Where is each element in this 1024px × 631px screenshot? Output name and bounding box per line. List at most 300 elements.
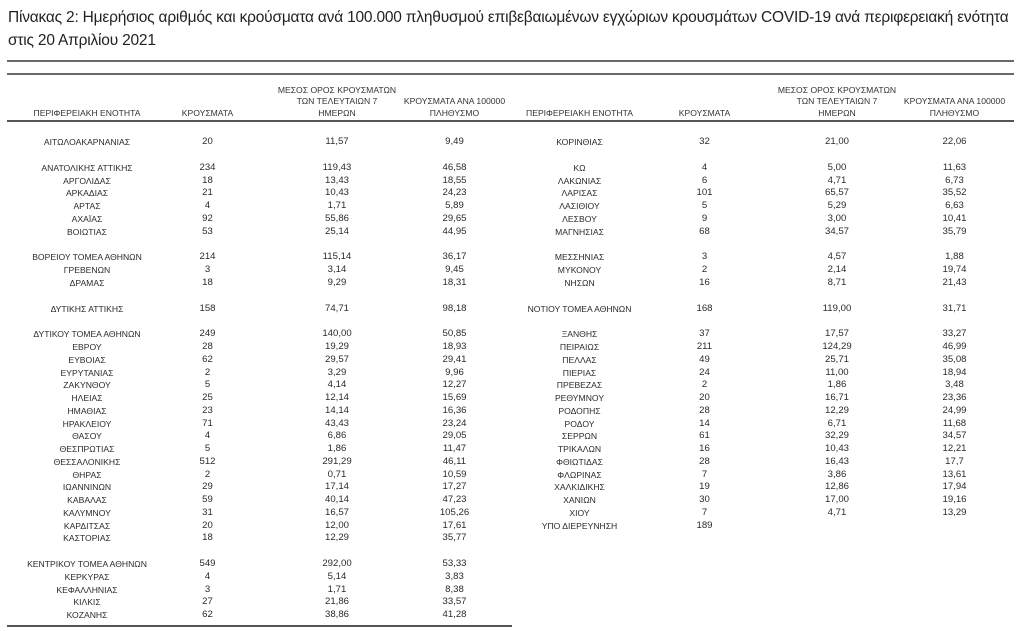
left-table-body bbox=[7, 136, 512, 622]
region-cell: ΕΥΡΥΤΑΝΙΑΣ bbox=[60, 367, 114, 378]
table-row bbox=[512, 226, 1014, 239]
region-cell: ΑΝΑΤΟΛΙΚΗΣ ΑΤΤΙΚΗΣ bbox=[41, 162, 133, 173]
avg7-cell: 21,86 bbox=[324, 596, 349, 608]
avg7-cell: 3,00 bbox=[827, 212, 847, 224]
header-per100k bbox=[897, 96, 1012, 119]
avg7-cell: 17,14 bbox=[324, 481, 349, 493]
table-row bbox=[7, 226, 512, 239]
per100k-cell: 34,57 bbox=[942, 430, 967, 442]
table-row bbox=[7, 328, 512, 341]
per100k-cell: 17,61 bbox=[442, 519, 467, 531]
table-row bbox=[7, 175, 512, 188]
per100k-cell: 8,38 bbox=[445, 583, 464, 595]
avg7-cell: 11,00 bbox=[825, 366, 849, 378]
per100k-cell: 23,24 bbox=[442, 417, 467, 429]
region-cell: ΑΙΤΩΛΟΑΚΑΡΝΑΝΙΑΣ bbox=[43, 137, 131, 147]
per100k-cell: 12,27 bbox=[442, 379, 467, 391]
region-cell: ΘΕΣΠΡΩΤΙΑΣ bbox=[59, 444, 115, 454]
cases-cell: 211 bbox=[696, 341, 713, 352]
region-cell: ΛΑΣΙΘΙΟΥ bbox=[559, 201, 600, 211]
per100k-cell: 11,68 bbox=[942, 417, 967, 429]
table-row bbox=[512, 162, 1014, 175]
cases-cell: 19 bbox=[699, 481, 710, 493]
avg7-cell: 4,71 bbox=[827, 506, 847, 518]
table-row bbox=[512, 200, 1014, 213]
table-title: Πίνακας 2: Ημερήσιος αριθμός και κρούσματα ανά 100.000 πληθυσμού επιβεβαιωμένων εγχώριων κρουσμάτων COVID-19 ανά περιφερειακή ενότητα στις 20 Απριλίου 2021 bbox=[8, 9, 1009, 49]
cases-cell: 4 bbox=[204, 430, 211, 442]
region-cell: ΚΑΛΥΜΝΟΥ bbox=[63, 507, 111, 518]
table-row bbox=[512, 481, 1014, 494]
cases-cell: 59 bbox=[202, 494, 213, 505]
region-cell: ΝΗΣΩΝ bbox=[564, 277, 595, 288]
cases-cell: 189 bbox=[696, 519, 713, 531]
cases-cell: 28 bbox=[699, 404, 710, 416]
avg7-cell: 19,29 bbox=[324, 341, 349, 352]
avg7-cell: 29,57 bbox=[324, 353, 349, 365]
avg7-cell: 21,00 bbox=[824, 136, 849, 147]
table-row bbox=[7, 251, 512, 264]
region-cell: ΥΠΟ ΔΙΕΡΕΥΝΗΣΗ bbox=[541, 520, 618, 531]
region-cell: ΑΧΑΪΑΣ bbox=[71, 213, 103, 224]
per100k-cell: 16,36 bbox=[442, 404, 467, 416]
region-cell: ΑΡΤΑΣ bbox=[73, 201, 101, 211]
avg7-cell: 6,71 bbox=[827, 417, 847, 429]
per100k-cell: 3,48 bbox=[945, 379, 964, 391]
table-row bbox=[7, 520, 512, 533]
per100k-cell: 19,74 bbox=[942, 264, 967, 275]
avg7-cell: 25,14 bbox=[324, 225, 349, 237]
region-cell: ΦΛΩΡΙΝΑΣ bbox=[557, 469, 602, 480]
avg7-cell: 124,29 bbox=[822, 341, 852, 352]
header-per100k-line2: ΠΛΗΘΥΣΜΟ bbox=[429, 107, 480, 118]
per100k-cell: 50,85 bbox=[442, 328, 467, 340]
cases-cell: 21 bbox=[202, 187, 213, 199]
table-row bbox=[7, 596, 512, 609]
table-row bbox=[512, 277, 1014, 290]
region-cell: ΚΟΖΑΝΗΣ bbox=[66, 610, 108, 620]
per100k-cell: 35,77 bbox=[442, 532, 467, 544]
region-cell: ΣΕΡΡΩΝ bbox=[561, 431, 598, 442]
avg7-cell: 1,71 bbox=[327, 200, 347, 211]
per100k-cell: 35,52 bbox=[942, 187, 967, 199]
header-avg7-line1: ΜΕΣΟΣ ΟΡΟΣ ΚΡΟΥΣΜΑΤΩΝ bbox=[777, 84, 897, 95]
per100k-cell: 36,17 bbox=[442, 251, 467, 263]
region-cell: ΚΑΣΤΟΡΙΑΣ bbox=[63, 533, 111, 544]
cases-cell: 18 bbox=[202, 532, 213, 544]
per100k-cell: 17,27 bbox=[442, 481, 467, 493]
per100k-cell: 13,29 bbox=[942, 506, 967, 518]
per100k-cell: 21,43 bbox=[942, 276, 967, 288]
region-cell: ΚΕΦΑΛΛΗΝΙΑΣ bbox=[56, 584, 118, 595]
per100k-cell: 10,59 bbox=[442, 468, 467, 480]
region-cell: ΑΡΓΟΛΙΔΑΣ bbox=[63, 175, 111, 186]
header-avg7-line1: ΜΕΣΟΣ ΟΡΟΣ ΚΡΟΥΣΜΑΤΩΝ bbox=[277, 84, 397, 95]
table-row bbox=[7, 303, 512, 316]
cases-cell: 92 bbox=[202, 212, 213, 224]
avg7-cell: 1,71 bbox=[327, 583, 347, 595]
header-cases: ΚΡΟΥΣΜΑΤΑ bbox=[678, 107, 731, 118]
table-row bbox=[7, 162, 512, 175]
region-cell: ΛΕΣΒΟΥ bbox=[562, 213, 597, 224]
per100k-cell: 11,63 bbox=[942, 161, 967, 173]
header-per100k-line1: ΚΡΟΥΣΜΑΤΑ ΑΝΑ 100000 bbox=[903, 96, 1006, 106]
region-cell: ΗΛΕΙΑΣ bbox=[71, 393, 103, 403]
left-table-header bbox=[7, 82, 512, 122]
cases-cell: 27 bbox=[202, 596, 213, 608]
region-cell: ΠΕΙΡΑΙΩΣ bbox=[559, 342, 600, 352]
header-avg7-line2: ΤΩΝ ΤΕΛΕΥΤΑΙΩΝ 7 bbox=[296, 96, 378, 106]
avg7-cell: 3,14 bbox=[327, 264, 347, 275]
cases-cell: 29 bbox=[202, 481, 213, 493]
cases-cell: 18 bbox=[202, 174, 213, 186]
table-row bbox=[512, 303, 1014, 316]
cases-cell: 23 bbox=[202, 404, 213, 416]
table-row bbox=[7, 277, 512, 290]
per100k-cell: 6,63 bbox=[945, 200, 964, 211]
avg7-cell: 55,86 bbox=[324, 212, 349, 224]
cases-cell: 101 bbox=[696, 187, 713, 199]
per100k-cell: 46,99 bbox=[942, 341, 967, 352]
region-cell: ΚΟΡΙΝΘΙΑΣ bbox=[556, 137, 603, 147]
per100k-cell: 29,65 bbox=[442, 212, 467, 224]
region-cell: ΚΩ bbox=[573, 162, 586, 173]
region-cell: ΜΕΣΣΗΝΙΑΣ bbox=[554, 252, 605, 263]
region-cell: ΚΕΝΤΡΙΚΟΥ ΤΟΜΕΑ ΑΘΗΝΩΝ bbox=[27, 559, 147, 569]
header-per100k bbox=[402, 96, 507, 119]
region-cell: ΖΑΚΥΝΘΟΥ bbox=[63, 380, 111, 391]
header-region: ΠΕΡΙΦΕΡΕΙΑΚΗ ΕΝΟΤΗΤΑ bbox=[33, 107, 141, 118]
cases-cell: 3 bbox=[701, 251, 708, 263]
header-avg7 bbox=[277, 85, 397, 120]
per100k-cell: 33,27 bbox=[942, 328, 967, 340]
cases-cell: 2 bbox=[701, 264, 708, 275]
per100k-cell: 6,73 bbox=[945, 174, 964, 186]
right-table bbox=[512, 82, 1014, 532]
avg7-cell: 14,14 bbox=[324, 404, 349, 416]
region-cell: ΕΥΒΟΙΑΣ bbox=[68, 354, 106, 365]
table-row bbox=[512, 430, 1014, 443]
cases-cell: 4 bbox=[204, 570, 211, 582]
per100k-cell: 46,58 bbox=[442, 161, 467, 173]
table-row bbox=[7, 469, 512, 482]
avg7-cell: 25,71 bbox=[824, 353, 849, 365]
region-cell: ΠΙΕΡΙΑΣ bbox=[562, 367, 597, 378]
cases-cell: 214 bbox=[199, 251, 216, 263]
region-cell: ΛΑΡΙΣΑΣ bbox=[561, 188, 598, 199]
per100k-cell: 53,33 bbox=[442, 558, 467, 569]
table-row bbox=[512, 443, 1014, 456]
table-row bbox=[7, 213, 512, 226]
avg7-cell: 5,14 bbox=[327, 570, 347, 582]
avg7-cell: 10,43 bbox=[324, 187, 349, 199]
avg7-cell: 17,57 bbox=[824, 328, 849, 340]
table-row bbox=[7, 443, 512, 456]
region-cell: ΠΡΕΒΕΖΑΣ bbox=[556, 380, 603, 391]
cases-cell: 71 bbox=[202, 417, 213, 429]
avg7-cell: 3,86 bbox=[827, 468, 847, 480]
per100k-cell: 5,89 bbox=[445, 200, 464, 211]
cases-cell: 2 bbox=[701, 379, 708, 391]
region-cell: ΕΒΡΟΥ bbox=[72, 342, 102, 352]
right-table-body bbox=[512, 136, 1014, 532]
region-cell: ΔΡΑΜΑΣ bbox=[69, 277, 105, 288]
table-row bbox=[7, 187, 512, 200]
header-per100k-line2: ΠΛΗΘΥΣΜΟ bbox=[929, 107, 980, 118]
per100k-cell: 105,26 bbox=[439, 506, 470, 518]
avg7-cell: 16,43 bbox=[824, 455, 849, 467]
cases-cell: 20 bbox=[202, 519, 213, 531]
header-avg7-line2: ΤΩΝ ΤΕΛΕΥΤΑΙΩΝ 7 bbox=[796, 96, 878, 106]
cases-cell: 9 bbox=[701, 212, 708, 224]
avg7-cell: 3,29 bbox=[327, 366, 347, 378]
table-row bbox=[512, 392, 1014, 405]
header-avg7-line3: ΗΜΕΡΩΝ bbox=[318, 107, 356, 118]
top-rule bbox=[7, 60, 1014, 62]
avg7-cell: 5,29 bbox=[827, 200, 847, 211]
avg7-cell: 40,14 bbox=[324, 494, 349, 505]
avg7-cell: 4,57 bbox=[827, 251, 847, 263]
cases-cell: 5 bbox=[204, 379, 211, 391]
table-row bbox=[7, 507, 512, 520]
avg7-cell: 0,71 bbox=[327, 468, 347, 480]
table-row bbox=[512, 520, 1014, 533]
per100k-cell: 19,16 bbox=[942, 494, 967, 505]
table-row bbox=[7, 405, 512, 418]
avg7-cell: 2,14 bbox=[827, 264, 847, 275]
per100k-cell: 33,57 bbox=[442, 596, 467, 608]
per100k-cell: 24,23 bbox=[442, 187, 467, 199]
table-row bbox=[7, 430, 512, 443]
avg7-cell: 16,71 bbox=[824, 392, 849, 403]
region-cell: ΧΙΟΥ bbox=[569, 507, 590, 518]
cases-cell: 5 bbox=[204, 443, 211, 454]
table-row bbox=[512, 456, 1014, 469]
table-row bbox=[512, 175, 1014, 188]
table-row bbox=[512, 469, 1014, 482]
cases-cell: 16 bbox=[699, 443, 710, 454]
per100k-cell: 98,18 bbox=[442, 302, 467, 314]
per100k-cell: 18,31 bbox=[442, 276, 467, 288]
avg7-cell: 74,71 bbox=[324, 302, 349, 314]
per100k-cell: 18,93 bbox=[442, 341, 467, 352]
table-row bbox=[7, 200, 512, 213]
region-cell: ΧΑΛΚΙΔΙΚΗΣ bbox=[554, 482, 605, 493]
table-row bbox=[7, 341, 512, 354]
avg7-cell: 115,14 bbox=[322, 251, 352, 263]
table-row bbox=[7, 609, 512, 622]
table-row bbox=[7, 494, 512, 507]
avg7-cell: 291,29 bbox=[322, 455, 352, 467]
cases-cell: 234 bbox=[199, 161, 216, 173]
table-row bbox=[512, 136, 1014, 149]
table-row bbox=[512, 251, 1014, 264]
cases-cell: 25 bbox=[202, 392, 213, 403]
avg7-cell: 38,86 bbox=[324, 609, 349, 620]
table-row bbox=[7, 584, 512, 597]
cases-cell: 68 bbox=[699, 225, 710, 237]
cases-cell: 18 bbox=[202, 276, 213, 288]
region-cell: ΚΑΒΑΛΑΣ bbox=[67, 495, 107, 505]
avg7-cell: 6,86 bbox=[327, 430, 347, 442]
per100k-cell: 1,88 bbox=[945, 251, 964, 263]
table-row bbox=[512, 213, 1014, 226]
avg7-cell: 119,00 bbox=[822, 302, 852, 314]
cases-cell: 62 bbox=[202, 609, 213, 620]
avg7-cell: 12,86 bbox=[824, 481, 849, 493]
region-cell: ΦΘΙΩΤΙΔΑΣ bbox=[556, 456, 603, 467]
per100k-cell: 29,41 bbox=[442, 353, 467, 365]
avg7-cell: 32,29 bbox=[824, 430, 849, 442]
table-row bbox=[512, 354, 1014, 367]
per100k-cell: 15,69 bbox=[442, 392, 467, 403]
table-row bbox=[7, 456, 512, 469]
cases-cell: 53 bbox=[202, 225, 213, 237]
region-cell: ΒΟΡΕΙΟΥ ΤΟΜΕΑ ΑΘΗΝΩΝ bbox=[32, 252, 142, 263]
region-cell: ΚΕΡΚΥΡΑΣ bbox=[64, 571, 110, 582]
table-row bbox=[7, 571, 512, 584]
per100k-cell: 46,11 bbox=[442, 455, 467, 467]
per100k-cell: 12,21 bbox=[942, 443, 967, 454]
per100k-cell: 44,95 bbox=[442, 225, 467, 237]
cases-cell: 3 bbox=[204, 264, 211, 275]
header-cases: ΚΡΟΥΣΜΑΤΑ bbox=[181, 107, 234, 118]
cases-cell: 49 bbox=[699, 353, 710, 365]
table-row bbox=[7, 354, 512, 367]
avg7-cell: 4,14 bbox=[327, 379, 347, 391]
region-cell: ΠΕΛΛΑΣ bbox=[562, 354, 597, 365]
per100k-cell: 13,61 bbox=[942, 468, 967, 480]
bottom-rule bbox=[7, 625, 512, 627]
table-row bbox=[512, 379, 1014, 392]
per100k-cell: 18,55 bbox=[442, 174, 467, 186]
per100k-cell: 22,06 bbox=[942, 136, 967, 147]
table-row bbox=[7, 264, 512, 277]
table-row bbox=[512, 341, 1014, 354]
per100k-cell: 47,23 bbox=[442, 494, 467, 505]
region-cell: ΡΕΘΥΜΝΟΥ bbox=[554, 393, 605, 403]
table-row bbox=[7, 418, 512, 431]
region-cell: ΛΑΚΩΝΙΑΣ bbox=[557, 175, 602, 186]
table-row bbox=[512, 367, 1014, 380]
per100k-cell: 17,7 bbox=[945, 455, 964, 467]
avg7-cell: 16,57 bbox=[324, 506, 349, 518]
region-cell: ΔΥΤΙΚΟΥ ΤΟΜΕΑ ΑΘΗΝΩΝ bbox=[33, 329, 141, 340]
cases-cell: 2 bbox=[204, 468, 211, 480]
header-avg7-line3: ΗΜΕΡΩΝ bbox=[818, 107, 856, 118]
region-cell: ΚΑΡΔΙΤΣΑΣ bbox=[63, 520, 111, 531]
per100k-cell: 31,71 bbox=[942, 302, 967, 314]
region-cell: ΔΥΤΙΚΗΣ ΑΤΤΙΚΗΣ bbox=[50, 303, 124, 314]
table-row bbox=[7, 392, 512, 405]
per100k-cell: 18,94 bbox=[942, 366, 967, 378]
region-cell: ΑΡΚΑΔΙΑΣ bbox=[65, 188, 109, 199]
table-row bbox=[512, 187, 1014, 200]
table-row bbox=[7, 481, 512, 494]
cases-cell: 4 bbox=[204, 200, 211, 211]
cases-cell: 7 bbox=[701, 506, 708, 518]
table-row bbox=[7, 367, 512, 380]
avg7-cell: 13,43 bbox=[324, 174, 349, 186]
table-row bbox=[7, 379, 512, 392]
cases-cell: 61 bbox=[699, 430, 710, 442]
cases-cell: 168 bbox=[696, 302, 713, 314]
per100k-cell: 29,05 bbox=[442, 430, 467, 442]
avg7-cell: 34,57 bbox=[824, 225, 849, 237]
avg7-cell: 12,29 bbox=[824, 404, 849, 416]
table-row bbox=[7, 532, 512, 545]
region-cell: ΝΟΤΙΟΥ ΤΟΜΕΑ ΑΘΗΝΩΝ bbox=[527, 303, 632, 314]
avg7-cell: 12,00 bbox=[324, 519, 349, 531]
per100k-cell: 23,36 bbox=[942, 392, 967, 403]
cases-cell: 31 bbox=[202, 506, 213, 518]
avg7-cell: 4,71 bbox=[827, 174, 847, 186]
cases-cell: 5 bbox=[701, 200, 708, 211]
cases-cell: 20 bbox=[699, 392, 710, 403]
right-table-header bbox=[512, 82, 1014, 122]
per100k-cell: 17,94 bbox=[942, 481, 967, 493]
region-cell: ΘΗΡΑΣ bbox=[72, 469, 102, 480]
region-cell: ΒΟΙΩΤΙΑΣ bbox=[67, 226, 107, 237]
avg7-cell: 5,00 bbox=[827, 161, 847, 173]
cases-cell: 37 bbox=[699, 328, 710, 340]
avg7-cell: 140,00 bbox=[322, 328, 352, 340]
avg7-cell: 11,57 bbox=[325, 136, 349, 147]
per100k-cell: 9,49 bbox=[445, 136, 464, 147]
per100k-cell: 9,96 bbox=[445, 366, 464, 378]
table-row bbox=[7, 558, 512, 571]
avg7-cell: 12,14 bbox=[324, 392, 349, 403]
region-cell: ΘΕΣΣΑΛΟΝΙΚΗΣ bbox=[53, 456, 121, 467]
cases-cell: 549 bbox=[199, 558, 216, 569]
table-row bbox=[512, 328, 1014, 341]
region-cell: ΗΜΑΘΙΑΣ bbox=[67, 405, 107, 416]
header-avg7 bbox=[777, 85, 897, 120]
avg7-cell: 65,57 bbox=[824, 187, 849, 199]
table-row bbox=[512, 494, 1014, 507]
per100k-cell: 35,08 bbox=[942, 353, 967, 365]
per100k-cell: 3,83 bbox=[445, 570, 464, 582]
cases-cell: 30 bbox=[699, 494, 710, 505]
cases-cell: 20 bbox=[202, 136, 213, 147]
cases-cell: 2 bbox=[204, 366, 211, 378]
table-row bbox=[512, 418, 1014, 431]
region-cell: ΡΟΔΟΠΗΣ bbox=[558, 405, 601, 416]
avg7-cell: 292,00 bbox=[322, 558, 352, 569]
region-cell: ΞΑΝΘΗΣ bbox=[561, 329, 598, 340]
per100k-cell: 11,47 bbox=[442, 443, 467, 454]
region-cell: ΜΑΓΝΗΣΙΑΣ bbox=[555, 226, 604, 237]
cases-cell: 512 bbox=[199, 455, 216, 467]
per100k-cell: 24,99 bbox=[942, 404, 967, 416]
cases-cell: 16 bbox=[699, 276, 710, 288]
avg7-cell: 43,43 bbox=[324, 417, 349, 429]
table-row bbox=[512, 264, 1014, 277]
region-cell: ΙΩΑΝΝΙΝΩΝ bbox=[62, 482, 112, 493]
cases-cell: 62 bbox=[202, 353, 213, 365]
cases-cell: 249 bbox=[199, 328, 216, 340]
left-table bbox=[7, 82, 512, 622]
avg7-cell: 1,86 bbox=[827, 379, 847, 391]
per100k-cell: 35,79 bbox=[942, 225, 967, 237]
per100k-cell: 9,45 bbox=[445, 264, 464, 275]
region-cell: ΓΡΕΒΕΝΩΝ bbox=[63, 265, 111, 275]
cases-cell: 24 bbox=[699, 366, 710, 378]
cases-cell: 7 bbox=[701, 468, 708, 480]
per100k-cell: 10,41 bbox=[942, 212, 967, 224]
region-cell: ΜΥΚΟΝΟΥ bbox=[557, 265, 602, 275]
table-row bbox=[7, 136, 512, 149]
avg7-cell: 9,29 bbox=[327, 276, 347, 288]
